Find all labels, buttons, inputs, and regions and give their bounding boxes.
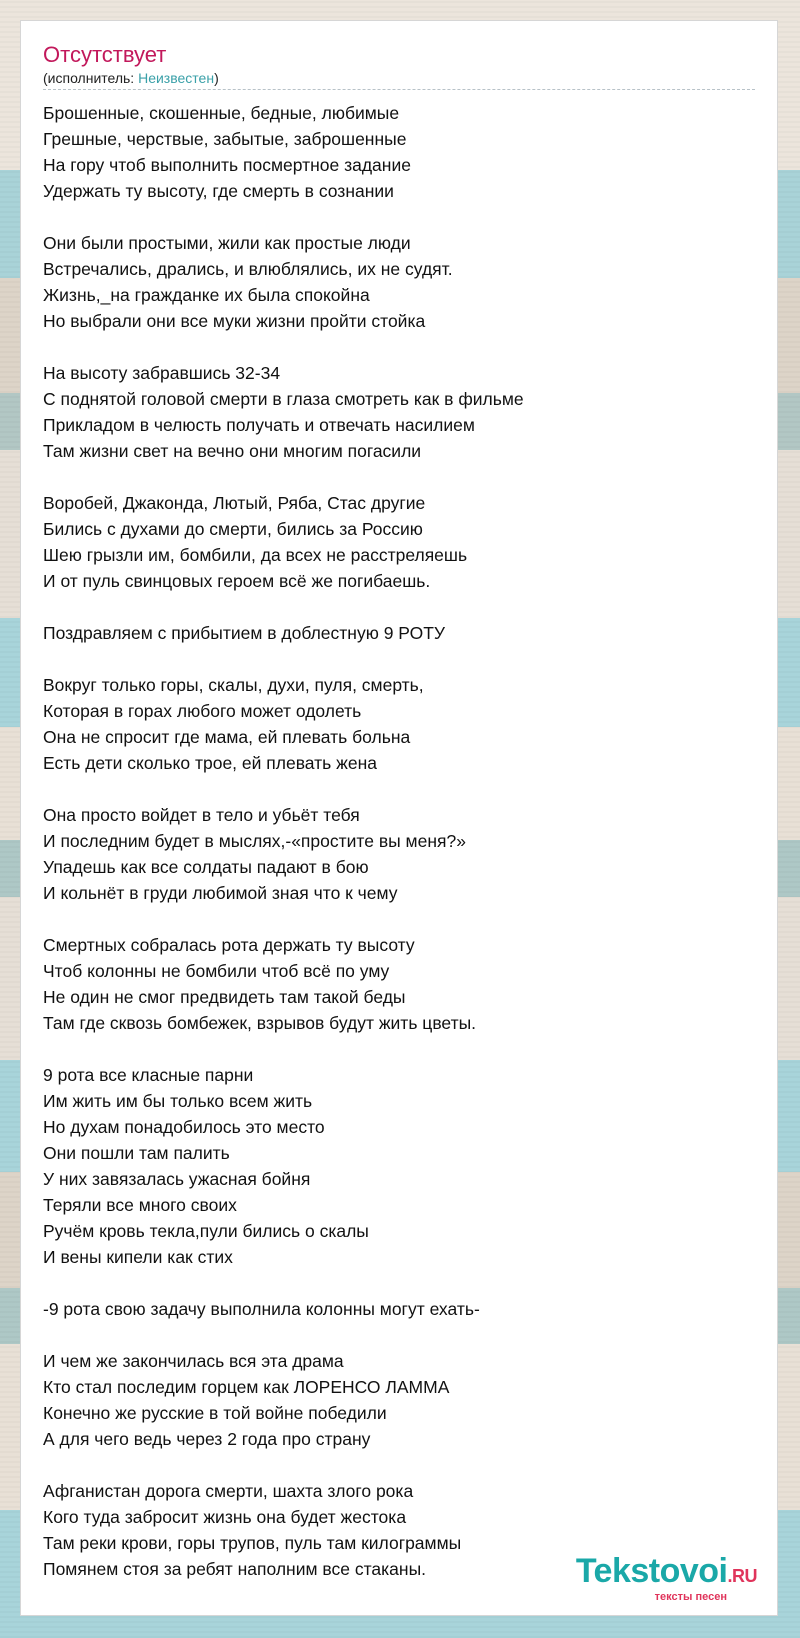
lyrics-line: С поднятой головой смерти в глаза смотреть как в фильме	[43, 389, 524, 409]
lyrics-line: Шею грызли им, бомбили, да всех не расстреляешь	[43, 545, 468, 565]
lyrics-line: Прикладом в челюсть получать и отвечать насилием	[43, 415, 475, 435]
lyrics-line: Там жизни свет на вечно они многим погасили	[43, 441, 422, 461]
lyrics-line: Но выбрали они все муки жизни пройти стойка	[43, 311, 426, 331]
lyrics-line: Ручём кровь текла,пули бились о скалы	[43, 1221, 369, 1241]
artist-line	[43, 69, 755, 90]
lyrics-line: У них завязалась ужасная бойня	[43, 1169, 311, 1189]
lyrics-line: Не один не смог предвидеть там такой беды	[43, 987, 406, 1007]
lyrics-line: Воробей, Джаконда, Лютый, Ряба, Стас другие	[43, 493, 426, 513]
lyrics-line: Но духам понадобилось это место	[43, 1117, 325, 1137]
lyrics-stanza-break	[43, 204, 755, 230]
lyrics-line: Чтоб колонны не бомбили чтоб всё по уму	[43, 961, 390, 981]
artist-prefix: (исполнитель:	[43, 70, 139, 86]
lyrics-line: 9 рота все класные парни	[43, 1065, 254, 1085]
lyrics-line: И вены кипели как стих	[43, 1247, 233, 1267]
lyrics-line: Жизнь,_на гражданке их была спокойна	[43, 285, 370, 305]
lyrics-line: Они пошли там палить	[43, 1143, 230, 1163]
lyrics-line: Помянем стоя за ребят наполним все стаканы.	[43, 1559, 427, 1579]
lyrics-body	[43, 100, 755, 1582]
site-logo[interactable]	[576, 1554, 757, 1603]
lyrics-line: И от пуль свинцовых героем всё же погибаешь.	[43, 571, 431, 591]
lyrics-line: И кольнёт в груди любимой зная что к чему	[43, 883, 398, 903]
lyrics-stanza-break	[43, 906, 755, 932]
logo-name: Tekstovoi	[575, 1552, 728, 1590]
song-title: Отсутствует	[43, 42, 167, 67]
lyrics-line: На гору чтоб выполнить посмертное задание	[43, 155, 411, 175]
lyrics-stanza-break	[43, 1322, 755, 1348]
lyrics-line: Она просто войдет в тело и убьёт тебя	[43, 805, 360, 825]
lyrics-stanza-break	[43, 776, 755, 802]
lyrics-line: Бились с духами до смерти, бились за Россию	[43, 519, 423, 539]
lyrics-line: Поздравляем с прибытием в доблестную 9 РОТУ	[43, 623, 446, 643]
logo-tld: .RU	[727, 1566, 757, 1586]
lyrics-line: Удержать ту высоту, где смерть в сознании	[43, 181, 394, 201]
lyrics-line: На высоту забравшись 32-34	[43, 363, 281, 383]
lyrics-line: Смертных собралась рота держать ту высоту	[43, 935, 415, 955]
lyrics-line: Брошенные, скошенные, бедные, любимые	[43, 103, 400, 123]
lyrics-line: Упадешь как все солдаты падают в бою	[43, 857, 369, 877]
lyrics-line: Теряли все много своих	[43, 1195, 237, 1215]
lyrics-line: Они были простыми, жили как простые люди	[43, 233, 411, 253]
lyrics-line: Вокруг только горы, скалы, духи, пуля, смерть,	[43, 675, 424, 695]
lyrics-line: Грешные, черствые, забытые, заброшенные	[43, 129, 407, 149]
logo-tagline: тексты песен	[654, 1591, 727, 1603]
lyrics-line: Есть дети сколько трое, ей плевать жена	[43, 753, 377, 773]
logo-wordmark	[576, 1554, 757, 1593]
lyrics-line: Кого туда забросит жизнь она будет жестока	[43, 1507, 407, 1527]
lyrics-stanza-break	[43, 646, 755, 672]
lyrics-line: Кто стал последим горцем как ЛОРЕНСО ЛАММА	[43, 1377, 450, 1397]
lyrics-line: А для чего ведь через 2 года про страну	[43, 1429, 371, 1449]
lyrics-line: И последним будет в мыслях,-«простите вы меня?»	[43, 831, 466, 851]
lyrics-line: И чем же закончилась вся эта драма	[43, 1351, 344, 1371]
lyrics-line: Там реки крови, горы трупов, пуль там килограммы	[43, 1533, 462, 1553]
artist-link[interactable]: Неизвестен	[138, 70, 215, 86]
lyrics-stanza-break	[43, 1270, 755, 1296]
lyrics-line: Которая в горах любого может одолеть	[43, 701, 362, 721]
lyrics-stanza-break	[43, 464, 755, 490]
lyrics-card	[20, 20, 778, 1616]
lyrics-line: -9 рота свою задачу выполнила колонны могут ехать-	[43, 1299, 480, 1319]
lyrics-line: Им жить им бы только всем жить	[43, 1091, 313, 1111]
lyrics-line: Афганистан дорога смерти, шахта злого рока	[43, 1481, 414, 1501]
lyrics-stanza-break	[43, 334, 755, 360]
lyrics-stanza-break	[43, 1036, 755, 1062]
lyrics-stanza-break	[43, 594, 755, 620]
lyrics-line: Там где сквозь бомбежек, взрывов будут жить цветы.	[43, 1013, 477, 1033]
artist-suffix: )	[214, 70, 219, 86]
lyrics-line: Она не спросит где мама, ей плевать больна	[43, 727, 411, 747]
lyrics-stanza-break	[43, 1452, 755, 1478]
lyrics-line: Встречались, дрались, и влюблялись, их не судят.	[43, 259, 453, 279]
lyrics-line: Конечно же русские в той войне победили	[43, 1403, 387, 1423]
